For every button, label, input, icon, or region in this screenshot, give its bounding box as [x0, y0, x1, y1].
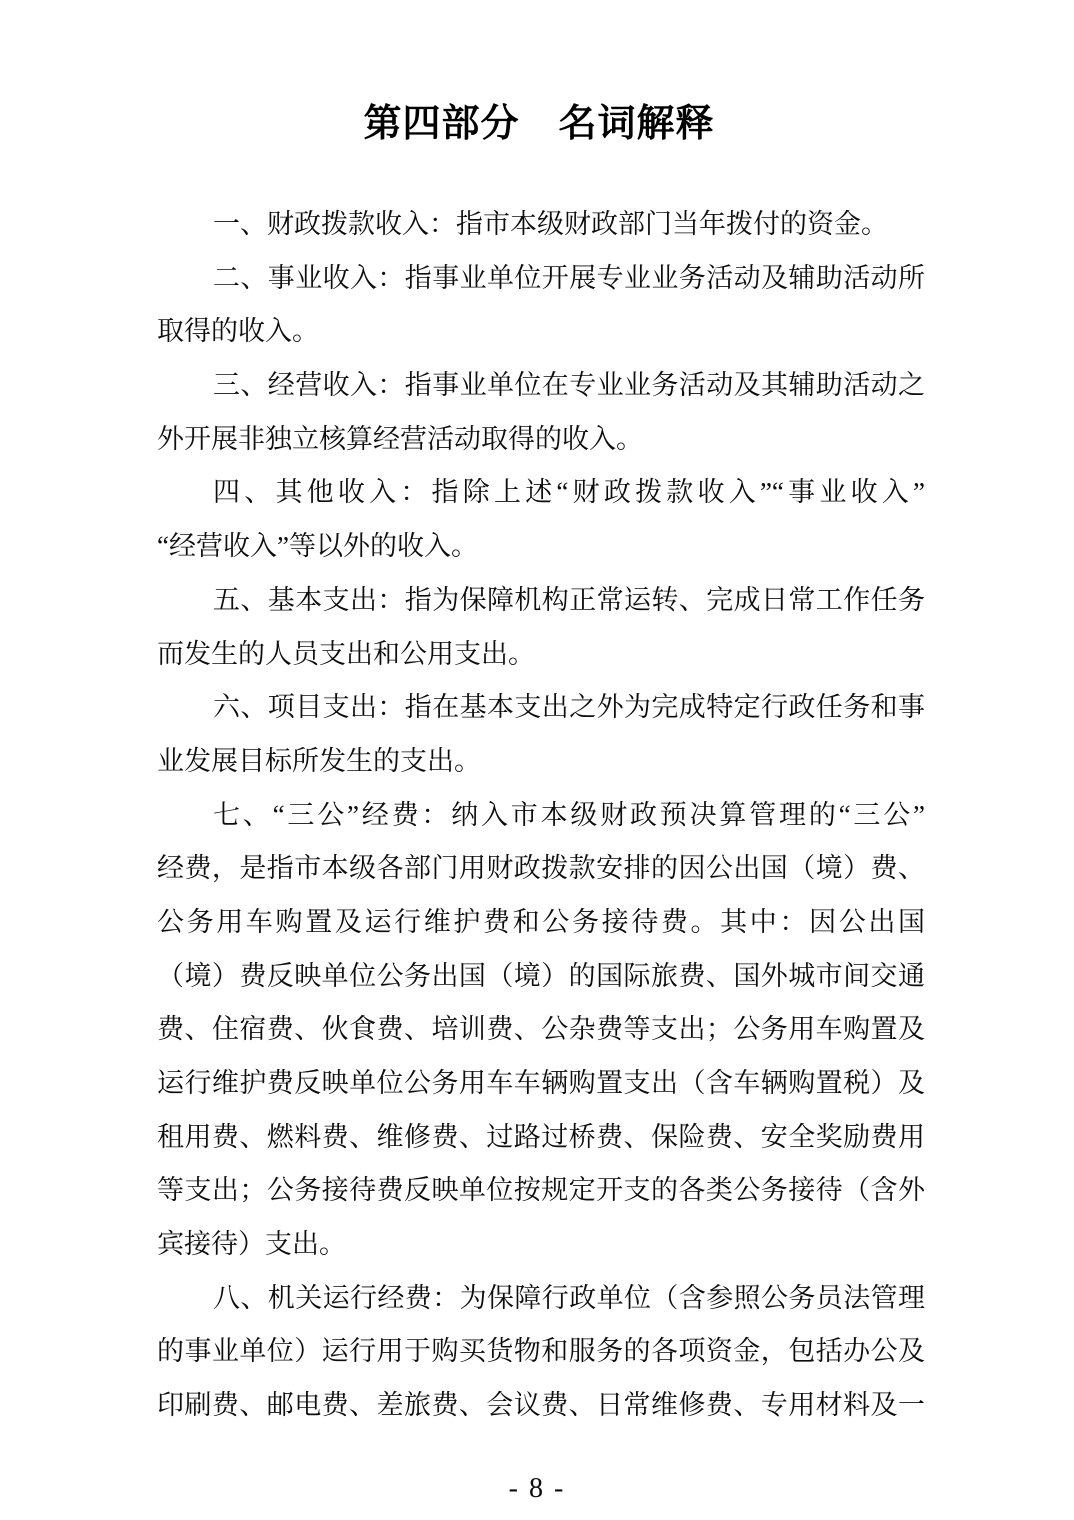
text-line: 取得的收入。: [157, 316, 319, 347]
text-line: 等支出；公务接待费反映单位按规定开支的各类公务接待（含外: [157, 1175, 925, 1206]
text-line: 八、机关运行经费：为保障行政单位（含参照公务员法管理: [213, 1282, 925, 1313]
text-line: 六、项目支出：指在基本支出之外为完成特定行政任务和事: [213, 692, 925, 723]
text-line: 宾接待）支出。: [157, 1229, 346, 1260]
text-line: 的事业单位）运行用于购买货物和服务的各项资金，包括办公及: [157, 1336, 925, 1367]
text-line: 一、财政拨款收入：指市本级财政部门当年拨付的资金。: [213, 209, 888, 239]
text-line: 而发生的人员支出和公用支出。: [157, 638, 535, 669]
text-line: 租用费、燃料费、维修费、过路过桥费、保险费、安全奖励费用: [157, 1121, 925, 1152]
text-line: 五、基本支出：指为保障机构正常运转、完成日常工作任务: [213, 584, 925, 615]
page-title: 第四部分 名词解释: [363, 103, 715, 145]
text-line: 业发展目标所发生的支出。: [157, 745, 481, 776]
text-line: 费、住宿费、伙食费、培训费、公杂费等支出；公务用车购置及: [157, 1014, 925, 1045]
text-line: “经营收入”等以外的收入。: [157, 531, 478, 562]
text-line: 二、事业收入：指事业单位开展专业业务活动及辅助活动所: [213, 262, 925, 293]
text-line: 外开展非独立核算经营活动取得的收入。: [157, 423, 643, 454]
text-line: 运行维护费反映单位公务用车车辆购置支出（含车辆购置税）及: [157, 1068, 925, 1098]
text-line: 七、“三公”经费：纳入市本级财政预决算管理的“三公”: [213, 799, 925, 830]
page-number: - 8 -: [508, 1473, 566, 1504]
text-line: （境）费反映单位公务出国（境）的国际旅费、国外城市间交通: [157, 960, 925, 991]
text-line: 公务用车购置及运行维护费和公务接待费。其中：因公出国: [157, 906, 925, 937]
text-line: 印刷费、邮电费、差旅费、会议费、日常维修费、专用材料及一: [157, 1390, 925, 1421]
text-line: 四、其他收入：指除上述“财政拨款收入”“事业收入”: [213, 477, 925, 508]
text-line: 经费，是指市本级各部门用财政拨款安排的因公出国（境）费、: [157, 853, 925, 884]
document-body: [157, 198, 925, 1433]
text-line: 三、经营收入：指事业单位在专业业务活动及其辅助活动之: [213, 370, 925, 401]
